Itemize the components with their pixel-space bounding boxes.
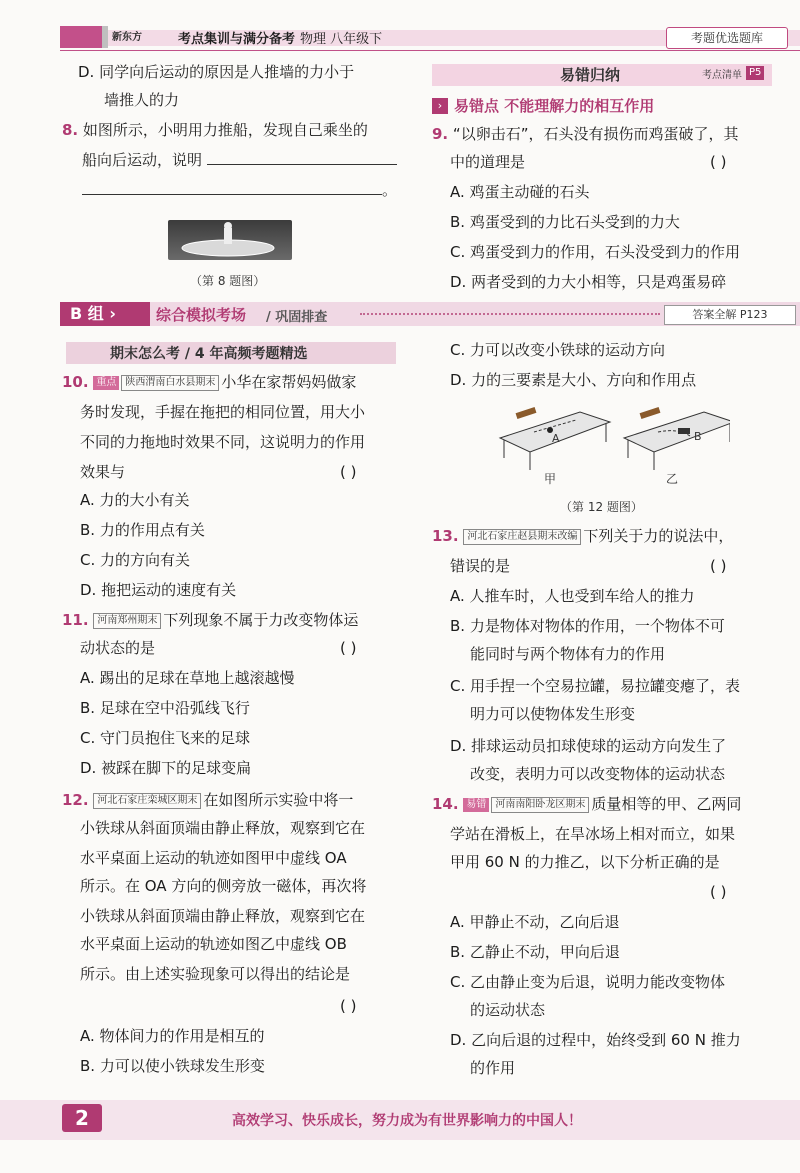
q10-tag-source: 陕西渭南白水县期末 (121, 375, 219, 391)
chevron-right-icon: › (432, 98, 448, 114)
q8-answer-blank[interactable] (207, 150, 397, 165)
q14-line2: 学站在滑板上，在旱冰场上相对而立，如果 (450, 825, 736, 843)
q10-question (62, 372, 356, 392)
q8-question (62, 120, 368, 140)
q14-option-c-line1: C. 乙由静止变为后退，说明力能改变物体 (450, 973, 726, 991)
qimo-title: 期末怎么考 / 4 年高频考题精选 (110, 346, 308, 362)
q14-number: 14. (432, 795, 459, 813)
q12-option-b: B. 力可以使小铁球发生形变 (80, 1057, 265, 1075)
boat-illustration (168, 220, 292, 260)
q11-line1: 下列现象不属于力改变物体运 (163, 611, 359, 629)
q12-line2: 小铁球从斜面顶端由静止释放，观察到它在 (80, 819, 366, 837)
q14-line1: 质量相等的甲、乙两同 (591, 795, 742, 813)
q10-answer-paren[interactable]: ( ) (340, 463, 357, 481)
book-title: 考点集训与满分备考 (178, 32, 296, 47)
q8-period: 。 (382, 181, 398, 199)
q13-line1: 下列关于力的说法中， (583, 527, 734, 545)
q10-option-d: D. 拖把运动的速度有关 (80, 581, 237, 599)
footer-slogan: 高效学习、快乐成长，努力成为有世界影响力的中国人！ (232, 1113, 582, 1129)
q9-option-c: C. 鸡蛋受到力的作用，石头没受到力的作用 (450, 243, 741, 261)
q10-line2: 务时发现，手握在拖把的相同位置，用大小 (80, 403, 366, 421)
page-number: 2 (62, 1104, 102, 1132)
q9-option-b: B. 鸡蛋受到的力比石头受到的力大 (450, 213, 680, 231)
q12-number: 12. (62, 791, 89, 809)
q12-figure-label-jia: 甲 (544, 472, 557, 486)
q13-line2: 错误的是 (450, 557, 511, 575)
q10-option-b: B. 力的作用点有关 (80, 521, 205, 539)
q12-figure-caption: （第 12 题图） (560, 500, 643, 514)
header-accent-grey (102, 26, 108, 48)
header-rule (60, 50, 800, 51)
q13-tag-source: 河北石家庄赵县期末改编 (463, 529, 581, 545)
q9-line1: “以卵击石”，石头没有损伤而鸡蛋破了，其 (452, 125, 739, 143)
q10-line3: 不同的力拖地时效果不同，这说明力的作用 (80, 433, 366, 451)
header-accent (60, 26, 102, 48)
q7-option-d-line2: 墙推人的力 (104, 91, 180, 109)
q12-table-yi (624, 407, 730, 470)
q10-option-a: A. 力的大小有关 (80, 491, 190, 509)
q12-figure (490, 398, 730, 490)
q14-option-d-line1: D. 乙向后退的过程中，始终受到 60 N 推力 (450, 1031, 741, 1049)
yicuo-title: 易错归纳 (560, 66, 621, 84)
q8-line1: 如图所示，小明用力推船，发现自己乘坐的 (82, 121, 368, 139)
q8-figure-caption: （第 8 题图） (190, 274, 266, 288)
publisher-logo: 新东方 (112, 32, 142, 43)
q13-question (432, 526, 733, 546)
q9-number: 9. (432, 125, 449, 143)
svg-text:A: A (552, 432, 560, 445)
q8-figure-boat (168, 220, 292, 260)
bgroup-title: 综合模拟考场 (156, 306, 247, 324)
q14-option-d-line2: 的作用 (470, 1059, 516, 1077)
kaodian-label: 考点清单 (702, 70, 742, 81)
q14-option-c-line2: 的运动状态 (470, 1001, 546, 1019)
q14-option-b: B. 乙静止不动，甲向后退 (450, 943, 620, 961)
bgroup-label: B 组 › (60, 302, 150, 326)
header-tag: 考题优选题库 (666, 27, 788, 49)
q11-tag-source: 河南郑州期末 (93, 613, 161, 629)
q12-option-d: D. 力的三要素是大小、方向和作用点 (450, 371, 697, 389)
q11-option-c: C. 守门员抱住飞来的足球 (80, 729, 251, 747)
q9-line2: 中的道理是 (450, 153, 526, 171)
q14-option-a: A. 甲静止不动，乙向后退 (450, 913, 620, 931)
q13-option-d-line1: D. 排球运动员扣球使球的运动方向发生了 (450, 737, 727, 755)
answer-reference: 答案全解 P123 (664, 305, 796, 325)
book-subject: 物理 八年级下 (300, 32, 383, 47)
q13-option-a: A. 人推车时，人也受到车给人的推力 (450, 587, 695, 605)
q11-option-d: D. 被踩在脚下的足球变扁 (80, 759, 252, 777)
q11-option-a: A. 踢出的足球在草地上越滚越慢 (80, 669, 295, 687)
svg-text:B: B (694, 430, 702, 443)
q12-question (62, 790, 353, 810)
q12-answer-paren[interactable]: ( ) (340, 997, 357, 1015)
q9-option-a: A. 鸡蛋主动碰的石头 (450, 183, 590, 201)
q11-line2: 动状态的是 (80, 639, 156, 657)
q13-option-b-line1: B. 力是物体对物体的作用，一个物体不可 (450, 617, 725, 635)
q9-answer-paren[interactable]: ( ) (710, 153, 727, 171)
q10-line1: 小华在家帮妈妈做家 (221, 373, 357, 391)
q13-option-c-line1: C. 用手捏一个空易拉罐，易拉罐变瘪了，表 (450, 677, 741, 695)
q14-tag-source: 河南南阳卧龙区期末 (491, 797, 589, 813)
q14-tag-easy-wrong: 易错 (463, 798, 489, 812)
q8-number: 8. (62, 121, 79, 139)
q14-question (432, 794, 741, 814)
q10-option-c: C. 力的方向有关 (80, 551, 191, 569)
q13-option-d-line2: 改变，表明力可以改变物体的运动状态 (470, 765, 726, 783)
q12-line5: 小铁球从斜面顶端由静止释放，观察到它在 (80, 907, 366, 925)
yicuo-point: 易错点 不能理解力的相互作用 (454, 97, 655, 115)
q12-line3: 水平桌面上运动的轨迹如图甲中虚线 OA (80, 849, 347, 867)
q12-table-jia (500, 407, 610, 470)
q8-line2: 船向后运动，说明 (82, 151, 203, 169)
q12-figure-label-yi: 乙 (666, 472, 679, 486)
q8-answer-blank2[interactable] (82, 180, 382, 195)
q10-line4: 效果与 (80, 463, 126, 481)
q12-line7: 所示。由上述实验现象可以得出的结论是 (80, 965, 351, 983)
q11-option-b: B. 足球在空中沿弧线飞行 (80, 699, 250, 717)
q12-line6: 水平桌面上运动的轨迹如图乙中虚线 OB (80, 935, 347, 953)
q12-tag-source: 河北石家庄栾城区期末 (93, 793, 201, 809)
q13-answer-paren[interactable]: ( ) (710, 557, 727, 575)
bgroup-label-text: B 组 (70, 304, 104, 323)
q9-option-d: D. 两者受到的力大小相等，只是鸡蛋易碎 (450, 273, 727, 291)
q13-option-b-line2: 能同时与两个物体有力的作用 (470, 645, 666, 663)
q12-option-a: A. 物体间力的作用是相互的 (80, 1027, 265, 1045)
q10-tag-key: 重点 (93, 376, 119, 390)
q14-answer-paren[interactable]: ( ) (710, 883, 727, 901)
q8-line3-row (82, 180, 397, 200)
q12-option-c: C. 力可以改变小铁球的运动方向 (450, 341, 666, 359)
q13-option-c-line2: 明力可以使物体发生形变 (470, 705, 636, 723)
q12-line4: 所示。在 OA 方向的侧旁放一磁体，再次将 (80, 877, 367, 895)
q14-line3: 甲用 60 N 的力推乙，以下分析正确的是 (450, 853, 720, 871)
q9-question (432, 124, 738, 144)
q12-line1: 在如图所示实验中将一 (203, 791, 354, 809)
q11-answer-paren[interactable]: ( ) (340, 639, 357, 657)
q10-number: 10. (62, 373, 89, 391)
q8-line2-row (82, 150, 397, 170)
q11-number: 11. (62, 611, 89, 629)
bgroup-subtitle: / 巩固排查 (266, 310, 328, 325)
q7-option-d-line1: D. 同学向后运动的原因是人推墙的力小于 (78, 63, 355, 81)
bgroup-dotted-rule (360, 313, 660, 315)
kaodian-page: P5 (746, 66, 764, 80)
q13-number: 13. (432, 527, 459, 545)
q11-question (62, 610, 358, 630)
